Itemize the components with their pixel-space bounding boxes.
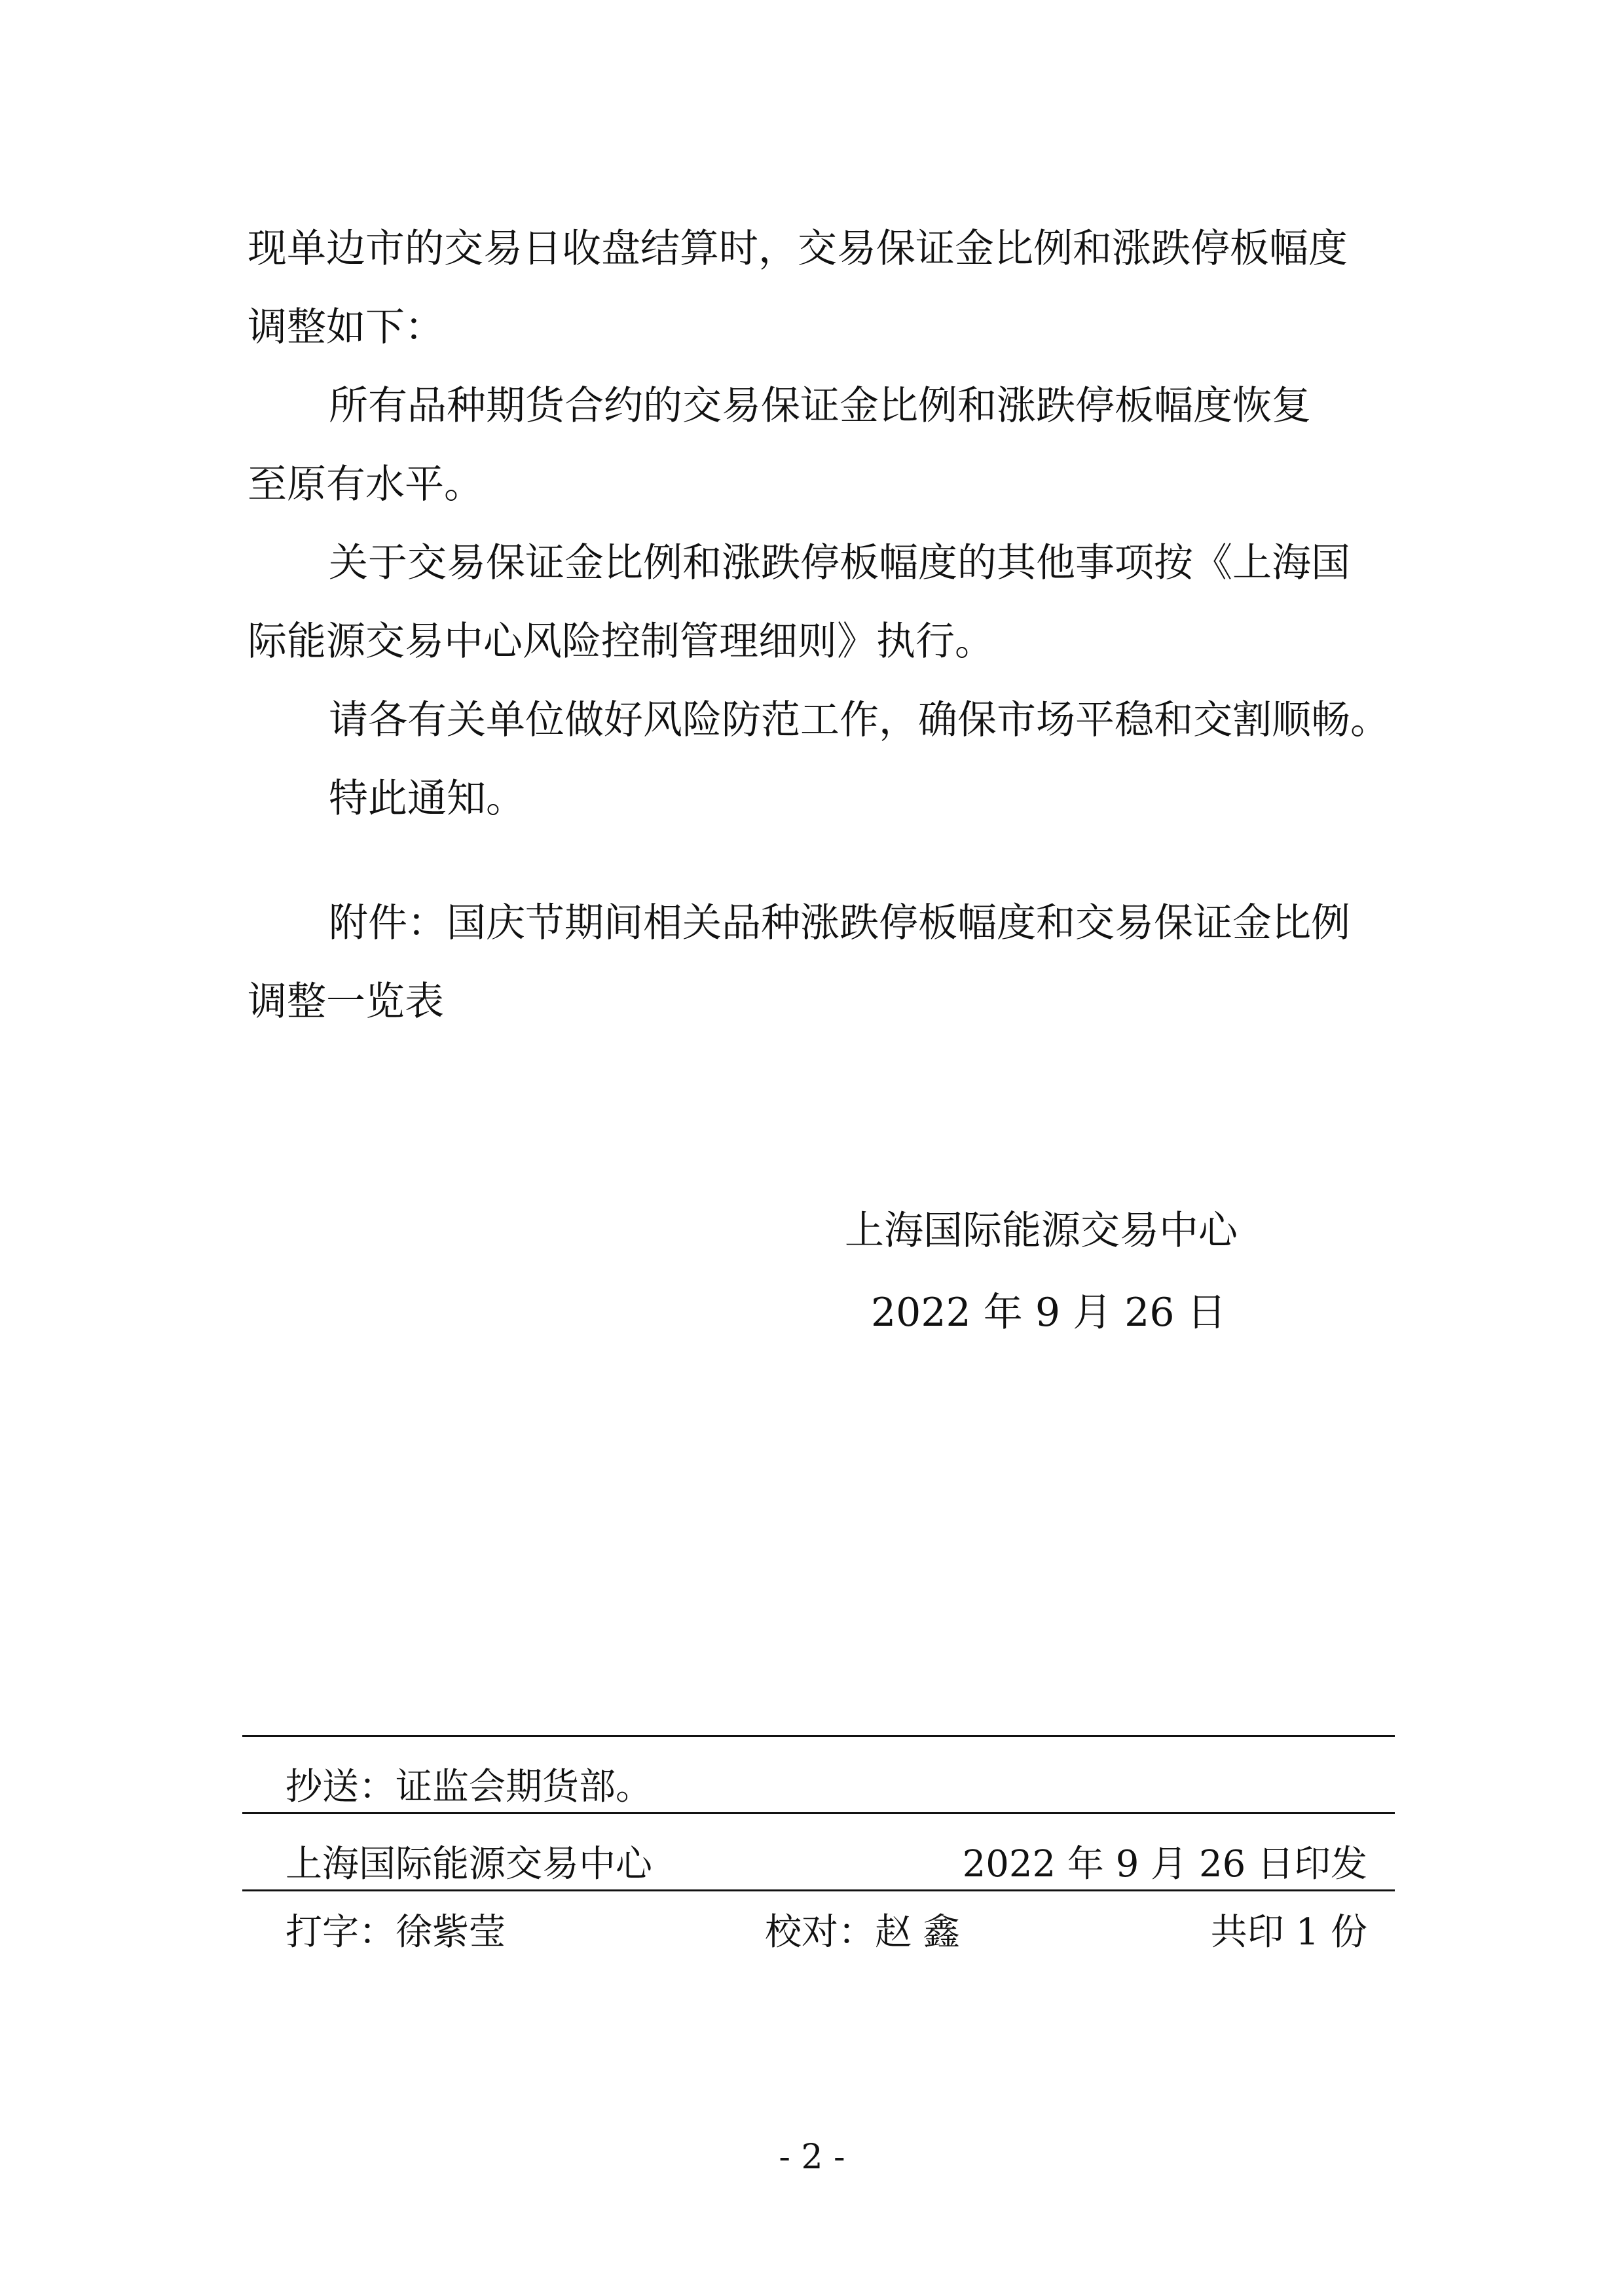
body-line: 现单边市的交易日收盘结算时，交易保证金比例和涨跌停板幅度 <box>248 226 1348 272</box>
attachment-line: 调整一览表 <box>248 979 444 1025</box>
footer-rule-bottom <box>242 1889 1395 1891</box>
signature-organization: 上海国际能源交易中心 <box>845 1208 1238 1254</box>
body-line: 关于交易保证金比例和涨跌停板幅度的其他事项按《上海国 <box>329 540 1350 586</box>
issue-date: 2022 年 9 月 26 日印发 <box>962 1843 1367 1886</box>
body-line: 所有品种期货合约的交易保证金比例和涨跌停板幅度恢复 <box>329 383 1311 429</box>
footer-rule-top <box>242 1735 1395 1737</box>
attachment-line: 附件：国庆节期间相关品种涨跌停板幅度和交易保证金比例 <box>329 900 1350 946</box>
proofreader: 校对：赵 鑫 <box>765 1911 960 1954</box>
body-line: 请各有关单位做好风险防范工作，确保市场平稳和交割顺畅。 <box>329 697 1390 743</box>
body-line: 调整如下： <box>248 304 444 350</box>
cc-line: 抄送：证监会期货部。 <box>286 1766 652 1808</box>
issuer: 上海国际能源交易中心 <box>286 1843 652 1886</box>
signature-date: 2022 年 9 月 26 日 <box>871 1290 1227 1336</box>
paragraph-spacer <box>248 838 1400 884</box>
copies-count: 共印 1 份 <box>1210 1911 1367 1954</box>
body-text <box>248 210 1400 1041</box>
page-number: - 2 - <box>779 2138 845 2177</box>
typist: 打字：徐紫莹 <box>286 1911 506 1954</box>
body-line: 至原有水平。 <box>248 462 483 507</box>
footer-rule-middle <box>242 1812 1395 1814</box>
body-line: 特此通知。 <box>329 776 525 822</box>
body-line: 际能源交易中心风险控制管理细则》执行。 <box>248 619 994 665</box>
